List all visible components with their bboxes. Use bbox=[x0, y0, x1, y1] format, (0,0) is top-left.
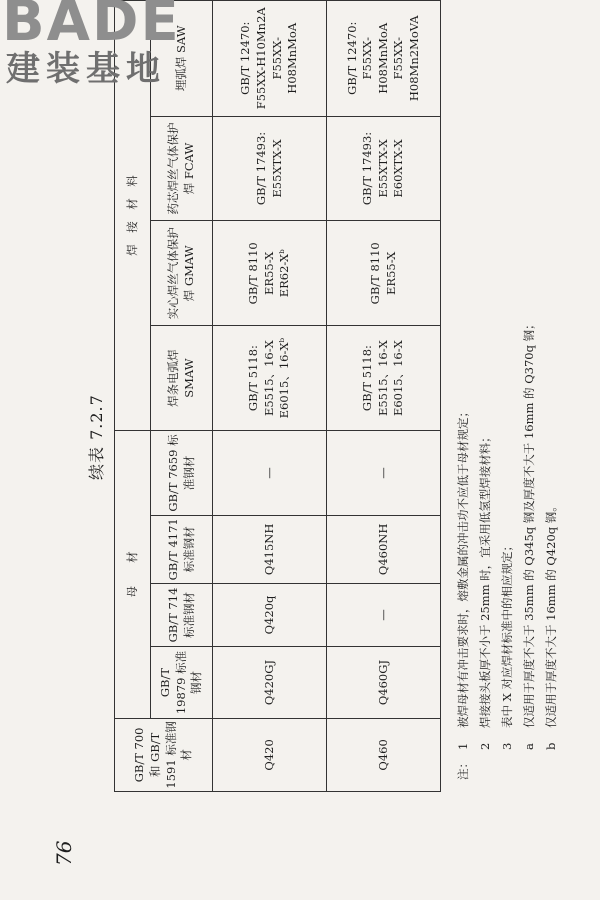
cell-fcaw: GB/T 17493: E55XTX-X bbox=[213, 116, 327, 221]
note-item: 注：1被焊母材有冲击要求时，熔敷金属的冲击功不应低于母材规定； bbox=[452, 318, 474, 780]
cell-smaw: GB/T 5118: E5515、16-X E6015、16-X bbox=[327, 326, 441, 431]
cell-gmaw: GB/T 8110 ER55-X ER62-Xᵇ bbox=[213, 221, 327, 326]
table-notes bbox=[452, 318, 562, 780]
header-group-welding-material: 焊 接 材 料 bbox=[115, 1, 151, 431]
cell-gb19879: Q420GJ bbox=[213, 647, 327, 719]
note-item: 2焊接接头板厚不小于 25mm 时，宜采用低氢型焊接材料； bbox=[478, 431, 492, 750]
note-item: a仅适用于厚度不大于 35mm 的 Q345q 钢及厚度不大于 16mm 的 Q370q 钢； bbox=[522, 318, 536, 750]
header-gmaw: 实心焊丝气体保护焊 GMAW bbox=[151, 221, 213, 326]
cell-gb4171: Q460NH bbox=[327, 515, 441, 583]
header-gb714: GB/T 714 标准钢材 bbox=[151, 583, 213, 647]
cell-saw: GB/T 12470: F55XX- H08MnMoA F55XX- H08Mn2MoVA bbox=[327, 1, 441, 117]
table-row bbox=[327, 1, 441, 792]
note-item: 3表中 X 对应焊材标准中的相应规定； bbox=[500, 540, 514, 750]
cell-gb4171: Q415NH bbox=[213, 515, 327, 583]
table-caption: 续表 7.2.7 bbox=[87, 394, 106, 480]
cell-saw: GB/T 12470: F55XX-H10Mn2A F55XX-H08MnMoA bbox=[213, 1, 327, 117]
header-gb19879: GB/T 19879 标准钢材 bbox=[151, 647, 213, 719]
header-gb700-1591: GB/T 700 和 GB/T 1591 标准钢材 bbox=[115, 718, 213, 791]
page-number: 76 bbox=[52, 840, 76, 866]
header-saw: 埋弧焊 SAW bbox=[151, 1, 213, 117]
note-item: b仅适用于厚度不大于 16mm 的 Q420q 钢。 bbox=[544, 500, 558, 750]
cell-gb714: — bbox=[327, 583, 441, 647]
welding-material-table bbox=[114, 0, 441, 792]
cell-gb19879: Q460GJ bbox=[327, 647, 441, 719]
header-fcaw: 药芯焊丝气体保护焊 FCAW bbox=[151, 116, 213, 221]
cell-gb7659: — bbox=[327, 431, 441, 516]
header-smaw: 焊条电弧焊 SMAW bbox=[151, 326, 213, 431]
cell-smaw: GB/T 5118: E5515、16-X E6015、16-Xᵇ bbox=[213, 326, 327, 431]
cell-grade: Q420 bbox=[213, 718, 327, 791]
notes-label: 注： bbox=[456, 757, 470, 780]
cell-gb7659: — bbox=[213, 431, 327, 516]
cell-fcaw: GB/T 17493: E55XTX-X E60XTX-X bbox=[327, 116, 441, 221]
header-group-parent-material: 母 材 bbox=[115, 431, 151, 719]
logo-subtitle: 建装基地 bbox=[6, 49, 166, 89]
cell-gb714: Q420q bbox=[213, 583, 327, 647]
cell-grade: Q460 bbox=[327, 718, 441, 791]
header-gb4171: GB/T 4171 标准钢材 bbox=[151, 515, 213, 583]
logo-wordmark: BADE bbox=[2, 0, 181, 54]
bade-watermark-logo bbox=[2, 0, 182, 95]
cell-gmaw: GB/T 8110 ER55-X bbox=[327, 221, 441, 326]
table-row bbox=[213, 1, 327, 792]
header-gb7659: GB/T 7659 标准钢材 bbox=[151, 431, 213, 516]
